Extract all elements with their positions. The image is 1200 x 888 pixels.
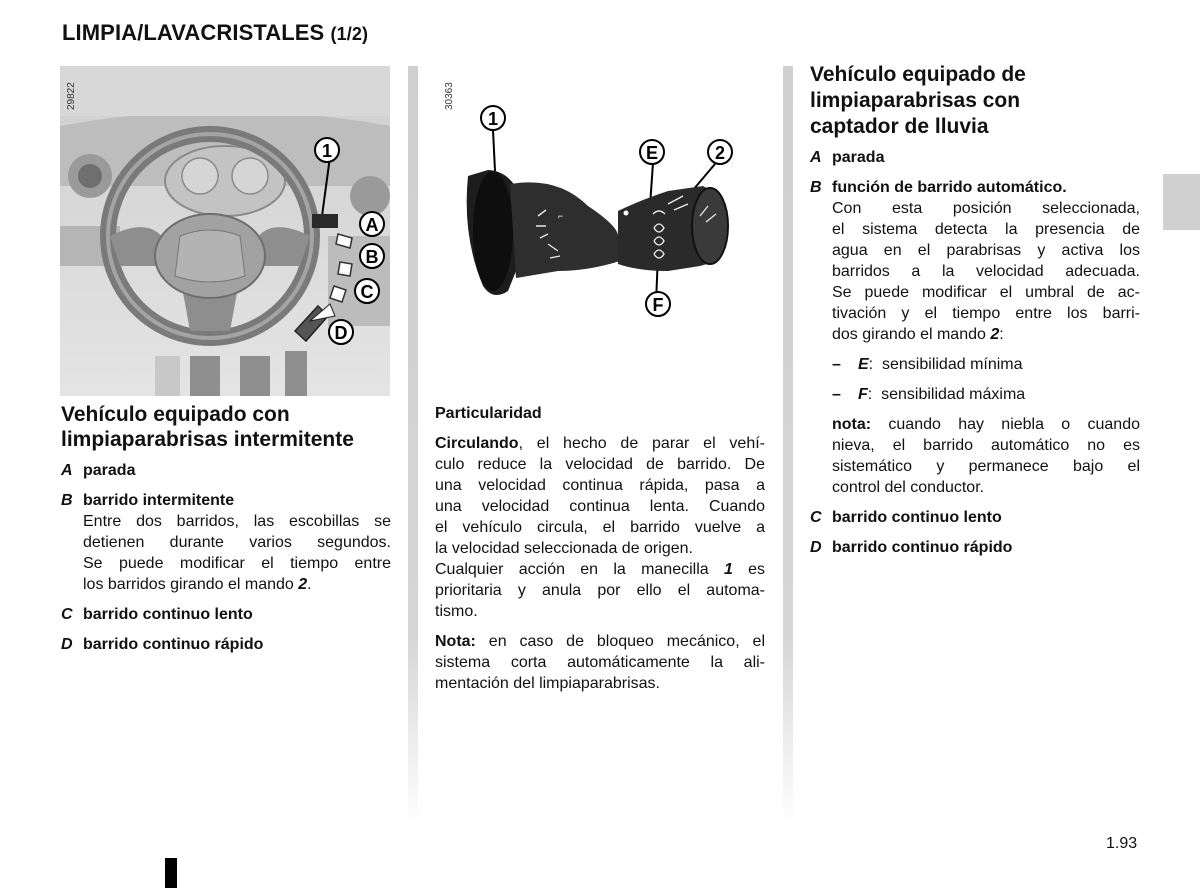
callout-a	[360, 212, 384, 236]
para-line: una velocidad continua lenta. Cuando	[435, 498, 765, 515]
item-letter: D	[810, 539, 822, 556]
desc-line: detienen durante varios segundos.	[83, 534, 391, 551]
desc-text: dos girando el mando	[832, 326, 991, 343]
para-line: en caso de bloqueo mecánico, el	[475, 633, 765, 650]
svg-text:E: E	[645, 143, 659, 163]
item-label: función de barrido automático.	[832, 179, 1067, 196]
item-label: parada	[83, 462, 136, 479]
desc-line: el sistema detecta la presencia de	[832, 221, 1140, 238]
desc-line: Con esta posición seleccionada,	[832, 200, 1140, 217]
section-title-line: limpiaparabrisas con	[810, 89, 1021, 112]
page-title-part: (1/2)	[330, 24, 369, 44]
item-b	[61, 490, 391, 511]
nota-paragraph-end	[435, 673, 765, 694]
item-b-description	[83, 511, 391, 574]
para-line: la velocidad seleccionada de origen.	[435, 540, 693, 557]
svg-text:1: 1	[487, 109, 499, 129]
desc-text: .	[307, 576, 312, 593]
footer-marker	[165, 858, 177, 888]
item-letter: B	[61, 492, 73, 509]
sensitivity-text: : sensibilidad máxima	[867, 386, 1026, 403]
section-rain-sensor	[810, 62, 1140, 558]
svg-text:C: C	[360, 282, 374, 302]
callout-f	[646, 292, 670, 316]
particularidad-paragraph-b	[435, 538, 765, 559]
desc-line: Se puede modificar el tiempo entre	[83, 555, 391, 572]
svg-text:F: F	[652, 295, 664, 315]
callouts-left	[60, 66, 390, 396]
desc-line: Se puede modificar el umbral de ac-	[832, 284, 1140, 301]
item-d	[61, 634, 391, 655]
dash: –	[832, 356, 841, 373]
item-b-rain-description-end	[832, 324, 1140, 345]
section-title-intermittent	[61, 402, 391, 452]
callout-2	[708, 140, 732, 164]
steering-wheel-figure	[60, 66, 390, 396]
para-bold: nota:	[832, 416, 872, 433]
figure-ref-middle: 30363	[444, 82, 455, 110]
item-label: parada	[832, 149, 885, 166]
para-line: prioritaria y anula por ello el automa-	[435, 582, 765, 599]
item-label: barrido continuo lento	[832, 509, 1002, 526]
svg-text:2: 2	[714, 143, 726, 163]
item-b-rain	[810, 177, 1140, 198]
item-label: barrido continuo lento	[83, 606, 253, 623]
page-title	[62, 20, 368, 46]
sensitivity-text: : sensibilidad mínima	[868, 356, 1023, 373]
para-line: , el hecho de parar el vehí-	[518, 435, 765, 452]
control-ref: 1	[723, 561, 733, 578]
svg-text:B: B	[365, 247, 379, 267]
para-line: nieva, el barrido automático no es	[832, 437, 1140, 454]
nota-paragraph	[435, 631, 765, 673]
particularidad-paragraph	[435, 433, 765, 538]
svg-text:A: A	[365, 215, 379, 235]
para-line: cuando hay niebla o cuando	[871, 416, 1140, 433]
sensitivity-e	[832, 354, 1140, 375]
column-divider-right	[783, 66, 793, 826]
column-divider-left	[408, 66, 418, 826]
nota-rain-end	[832, 477, 1140, 498]
para-line: mentación del limpiaparabrisas.	[435, 675, 660, 692]
callout-c	[355, 279, 379, 303]
item-c	[61, 604, 391, 625]
para-line: tismo.	[435, 603, 478, 620]
para-line: control del conductor.	[832, 479, 985, 496]
para-line: culo reduce la velocidad de barrido. De	[435, 456, 765, 473]
item-letter: A	[61, 462, 73, 479]
sensitivity-f	[832, 384, 1140, 405]
item-label: barrido continuo rápido	[83, 636, 264, 653]
item-a-rain	[810, 147, 1140, 168]
section-title-line: Vehículo equipado con	[61, 403, 290, 426]
callout-e	[640, 140, 664, 164]
sensitivity-letter: F	[858, 386, 868, 403]
item-label: barrido intermitente	[83, 492, 235, 509]
section-title-line: captador de lluvia	[810, 115, 989, 138]
page-number: 1.93	[1106, 835, 1138, 852]
section-title-line: limpiaparabrisas intermitente	[61, 428, 354, 451]
item-letter: B	[810, 179, 822, 196]
section-title-line: Vehículo equipado de	[810, 63, 1026, 86]
page-title-text: LIMPIA/LAVACRISTALES	[62, 20, 325, 45]
desc-line: Entre dos barridos, las escobillas se	[83, 513, 391, 530]
item-b-rain-description	[832, 198, 1140, 324]
desc-line: barridos a la velocidad adecuada.	[832, 263, 1140, 280]
figure-ref-left: 29822	[66, 82, 77, 110]
item-letter: A	[810, 149, 822, 166]
svg-text:1: 1	[321, 141, 333, 161]
item-letter: C	[61, 606, 73, 623]
desc-line: tivación y el tiempo entre los barri-	[832, 305, 1140, 322]
section-title-rain-sensor	[810, 62, 1140, 140]
svg-text:⌐: ⌐	[558, 211, 564, 221]
para-text: es	[732, 561, 766, 578]
wiper-stalk-figure	[438, 66, 768, 396]
para-bold: Nota:	[435, 633, 476, 650]
para-line: el vehículo circula, el barrido vuelve a	[435, 519, 765, 536]
item-a	[61, 460, 391, 481]
para-text: Cualquier acción en la manecilla	[435, 561, 724, 578]
para-bold: Circulando	[435, 435, 519, 452]
item-letter: D	[61, 636, 73, 653]
particularidad-heading: Particularidad	[435, 405, 542, 422]
desc-text: :	[999, 326, 1004, 343]
callout-b	[360, 244, 384, 268]
callout-d	[329, 320, 353, 344]
section-intermittent	[61, 402, 391, 655]
callout-1-left	[315, 138, 339, 162]
callout-1-right	[481, 106, 505, 130]
dash: –	[832, 386, 841, 403]
svg-text:D: D	[334, 323, 348, 343]
nota-rain	[832, 414, 1140, 477]
wiper-stalk-illustration	[438, 66, 768, 396]
item-label: barrido continuo rápido	[832, 539, 1013, 556]
para-line: sistemático y permanece bajo el	[832, 458, 1140, 475]
particularidad-paragraph-d	[435, 601, 765, 622]
desc-text: los barridos girando el mando	[83, 576, 299, 593]
chapter-tab	[1163, 174, 1200, 230]
particularidad-paragraph-c	[435, 559, 765, 601]
item-letter: C	[810, 509, 822, 526]
item-c-rain	[810, 507, 1140, 528]
para-line: una velocidad continua rápida, pasa a	[435, 477, 765, 494]
item-b-description-end	[83, 574, 391, 595]
desc-line: agua en el parabrisas y activa los	[832, 242, 1140, 259]
control-ref: 2	[990, 326, 1000, 343]
para-line: sistema corta automáticamente la ali-	[435, 654, 765, 671]
section-particularidad	[435, 403, 765, 694]
sensitivity-letter: E	[858, 356, 869, 373]
control-ref: 2	[298, 576, 308, 593]
item-d-rain	[810, 537, 1140, 558]
